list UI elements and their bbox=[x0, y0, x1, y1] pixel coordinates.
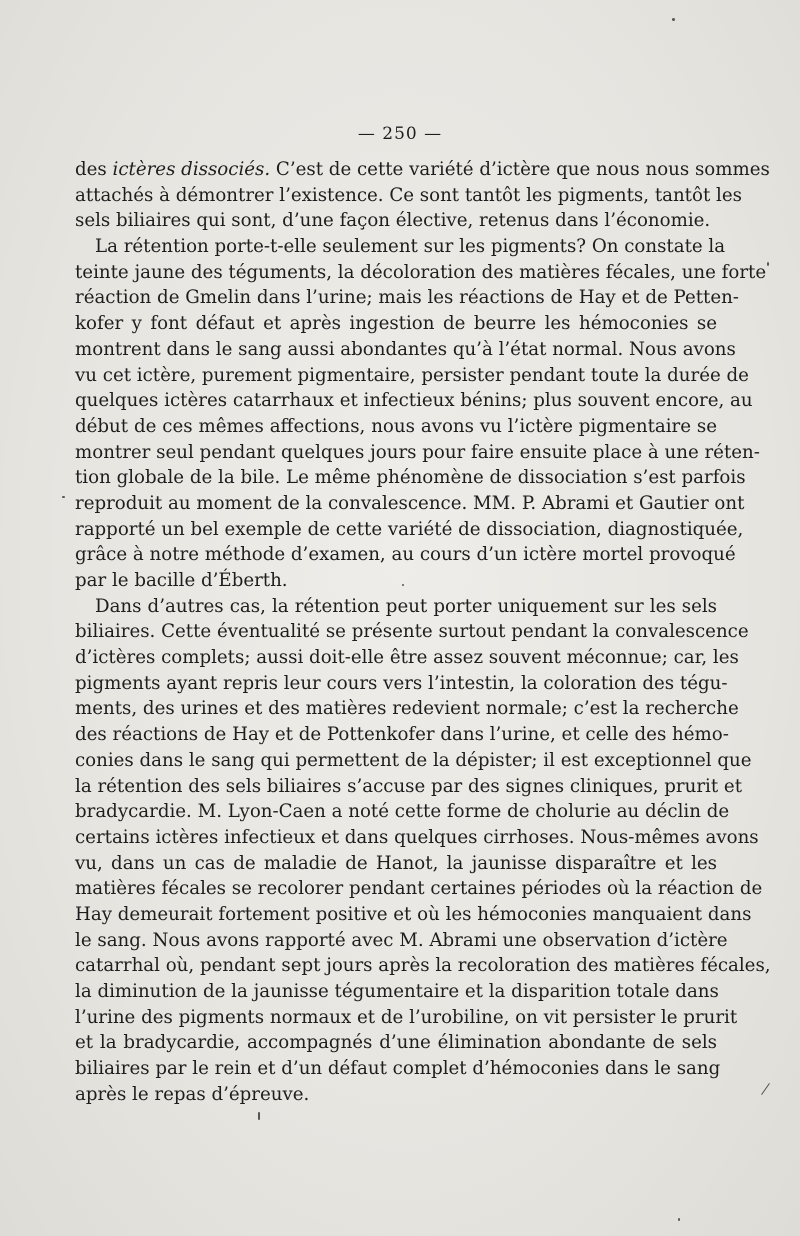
text-line: biliaires par le rein et d’un défaut complet d’hémoconies dans le sang bbox=[75, 1058, 721, 1080]
text-line: attachés à démontrer l’existence. Ce sont tantôt les pigments, tantôt les bbox=[75, 184, 742, 206]
body-text bbox=[75, 157, 771, 1107]
text-line: des ictères dissociés. C’est de cette variété d’ictère que nous nous sommes bbox=[75, 159, 770, 180]
text-line: certains ictères infectieux et dans quelques cirrhoses. Nous-mêmes avons bbox=[75, 826, 759, 848]
paragraph-start-line: La rétention porte-t-elle seulement sur les pigments? On constate la bbox=[95, 236, 726, 258]
text-line: et la bradycardie, accompagnés d’une élimination abondante de sels bbox=[75, 1032, 717, 1054]
text-line: début de ces mêmes affections, nous avons vu l’ictère pigmentaire se bbox=[75, 415, 717, 437]
text-line: grâce à notre méthode d’examen, au cours d’un ictère mortel provoqué bbox=[75, 544, 736, 566]
text-line: reproduit au moment de la convalescence. MM. P. Abrami et Gautier ont bbox=[75, 492, 745, 514]
text-line: rapporté un bel exemple de cette variété de dissociation, diagnostiquée, bbox=[75, 518, 744, 540]
text-line: conies dans le sang qui permettent de la dépister; il est exceptionnel que bbox=[75, 749, 752, 771]
text-line: teinte jaune des téguments, la décoloration des matières fécales, une forte bbox=[75, 261, 767, 283]
scan-speck bbox=[402, 584, 404, 586]
text-line: d’ictères complets; aussi doit-elle être assez souvent méconnue; car, les bbox=[75, 647, 739, 669]
text-line: kofer y font défaut et après ingestion de beurre les hémoconies se bbox=[75, 313, 717, 335]
text-line: ments, des urines et des matières redevient normale; c’est la recherche bbox=[75, 698, 739, 720]
text-line: la diminution de la jaunisse tégumentaire et la disparition totale dans bbox=[75, 981, 719, 1002]
text-line: après le repas d’épreuve. bbox=[75, 1083, 310, 1105]
scan-speck bbox=[678, 1218, 680, 1221]
text-line: quelques ictères catarrhaux et infectieux bénins; plus souvent encore, au bbox=[75, 390, 753, 412]
scan-speck bbox=[62, 496, 65, 498]
text-line: sels biliaires qui sont, d’une façon élective, retenus dans l’économie. bbox=[75, 210, 711, 232]
scan-speck bbox=[767, 262, 769, 266]
paragraph-start-line: Dans d’autres cas, la rétention peut porter uniquement sur les sels bbox=[95, 595, 717, 617]
italic-term: ictères dissociés. bbox=[112, 159, 271, 180]
text-line: l’urine des pigments normaux et de l’urobiline, on vit persister le prurit bbox=[75, 1006, 738, 1028]
scan-speck bbox=[258, 1112, 260, 1120]
text-line: bradycardie. M. Lyon-Caen a noté cette forme de cholurie au déclin de bbox=[75, 801, 730, 823]
text-line: des réactions de Hay et de Pottenkofer dans l’urine, et celle des hémo- bbox=[75, 724, 729, 746]
text-line: par le bacille d’Éberth. bbox=[75, 570, 288, 591]
text-line: Hay demeurait fortement positive et où les hémoconies manquaient dans bbox=[75, 903, 752, 925]
text-line: le sang. Nous avons rapporté avec M. Abrami une observation d’ictère bbox=[75, 929, 728, 951]
scan-speck bbox=[761, 1083, 770, 1095]
page-number: — 250 — bbox=[357, 124, 443, 144]
text-line: catarrhal où, pendant sept jours après la recoloration des matières fécales, bbox=[75, 955, 771, 977]
text-line: réaction de Gmelin dans l’urine; mais les réactions de Hay et de Petten- bbox=[75, 287, 739, 309]
text-line: biliaires. Cette éventualité se présente surtout pendant la convalescence bbox=[75, 621, 749, 643]
text-line: pigments ayant repris leur cours vers l’intestin, la coloration des tégu- bbox=[75, 672, 728, 694]
text-line: la rétention des sels biliaires s’accuse par des signes cliniques, prurit et bbox=[75, 775, 743, 797]
text-line: montrent dans le sang aussi abondantes qu’à l’état normal. Nous avons bbox=[75, 338, 736, 360]
text-line: vu cet ictère, purement pigmentaire, persister pendant toute la durée de bbox=[75, 364, 749, 386]
text-line: matières fécales se recolorer pendant certaines périodes où la réaction de bbox=[75, 878, 763, 900]
text-line: tion globale de la bile. Le même phénomène de dissociation s’est parfois bbox=[75, 467, 746, 489]
text-line: vu, dans un cas de maladie de Hanot, la jaunisse disparaître et les bbox=[75, 852, 717, 874]
text-line: montrer seul pendant quelques jours pour faire ensuite place à une réten- bbox=[75, 441, 760, 463]
scan-speck bbox=[672, 18, 675, 21]
